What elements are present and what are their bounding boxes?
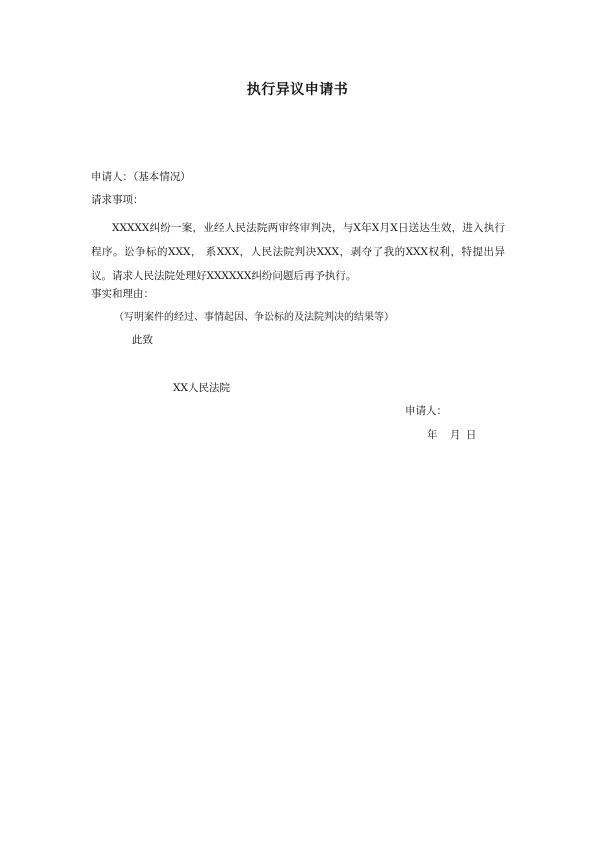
court-name: XX人民法院	[173, 382, 230, 394]
signature-label: 申请人：	[405, 405, 447, 417]
request-body: XXXXX纠纷一案，业经人民法院两审终审判决，与X年X月X日送达生效，进入执行程序。讼争标的XXX， 系XXX，人民法院判决XXX，剥夺了我的XXX权利，特提出异议。请求人民法院处理好XXXXXX纠纷问题后再予执行。	[91, 222, 505, 282]
facts-hint: （写明案件的经过、事情起因、争讼标的及法院判决的结果等）	[114, 312, 394, 323]
document-title: 执行异议申请书	[246, 82, 349, 98]
applicant-line: 申请人：（基本情况）	[91, 171, 191, 183]
signature-date: 年 月 日	[427, 429, 478, 441]
greeting: 此致	[132, 334, 153, 346]
facts-heading: 事实和理由：	[91, 288, 154, 300]
request-heading: 请求事项：	[91, 194, 144, 206]
